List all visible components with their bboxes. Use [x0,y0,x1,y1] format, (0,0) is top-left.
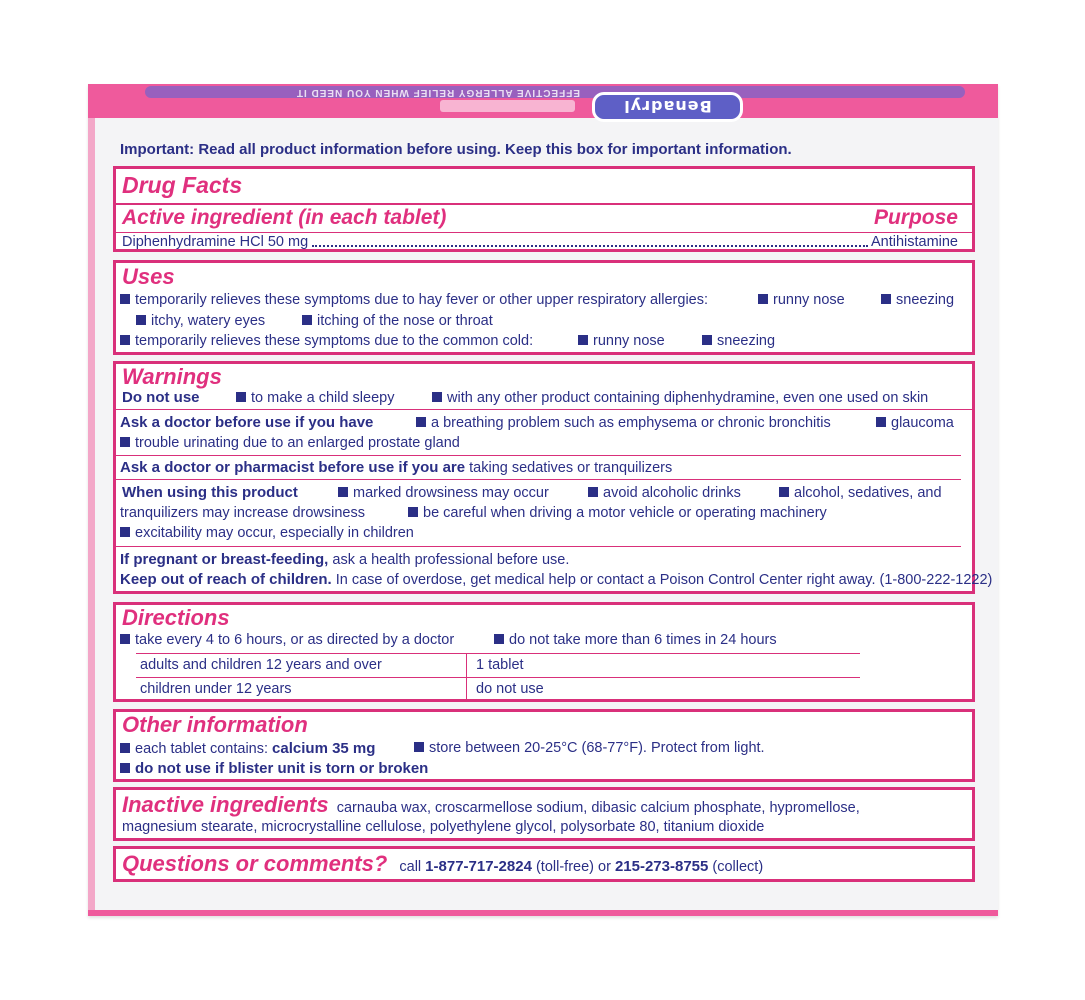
inactive-ingredients-heading: Inactive ingredients [122,792,329,817]
dosage-table-column-rule [466,653,467,701]
divider [116,409,972,410]
do-not-use-label: Do not use [122,389,200,406]
bullet-icon [881,294,891,304]
bullet-icon [408,507,418,517]
uses-bullet-cold-runny-nose: runny nose [578,333,665,349]
when-using-alcohol: avoid alcoholic drinks [588,485,741,501]
bullet-icon [236,392,246,402]
uses-bullet-sneezing: sneezing [881,292,954,308]
bullet-icon [578,335,588,345]
ingredient-name: Diphenhydramine HCl 50 mg [122,234,309,250]
bullet-icon [120,634,130,644]
dosage-table-age-cell: adults and children 12 years and over [140,657,382,673]
other-information-heading: Other information [122,712,308,737]
bullet-icon [588,487,598,497]
dosage-table-row-rule [136,677,860,678]
bullet-icon [302,315,312,325]
other-blister-warning: do not use if blister unit is torn or broken [120,760,428,777]
directions-panel [113,602,975,702]
ask-doctor-glaucoma: glaucoma [876,415,954,431]
inactive-ingredients-line1: Inactive ingredients carnauba wax, croscarmellose sodium, dibasic calcium phosphate, hypromellose, [122,792,860,817]
when-using-tranquilizers: tranquilizers may increase drowsiness [120,505,365,521]
bullet-icon [120,335,130,345]
do-not-use-child: to make a child sleepy [236,390,394,406]
dosage-table-age-cell: children under 12 years [140,681,292,697]
bullet-icon [494,634,504,644]
flap-subtitle-band [440,100,575,112]
drug-facts-title: Drug Facts [122,172,243,198]
uses-bullet-itchy-eyes: itchy, watery eyes [136,313,265,329]
questions-panel [113,846,975,882]
bullet-icon [120,743,130,753]
uses-heading: Uses [122,264,175,289]
flap-tagline: EFFECTIVE ALLERGY RELIEF WHEN YOU NEED IT [295,87,580,98]
bullet-icon [416,417,426,427]
divider [116,232,972,233]
warnings-heading: Warnings [122,364,222,389]
when-using-excitability: excitability may occur, especially in children [120,525,414,541]
keep-out-warning: Keep out of reach of children. In case of overdose, get medical help or contact a Poison Control Center right away. (1-800-222-1222) [120,571,993,588]
bullet-icon [120,763,130,773]
warnings-panel [113,361,993,594]
box-bottom-edge [88,910,998,916]
other-storage: store between 20-25°C (68-77°F). Protect from light. [414,740,765,756]
other-calcium: each tablet contains: calcium 35 mg [120,740,375,757]
bullet-icon [758,294,768,304]
uses-bullet-cold-sneezing: sneezing [702,333,775,349]
when-using-driving: be careful when driving a motor vehicle or operating machinery [408,505,827,521]
pregnant-warning: If pregnant or breast-feeding, ask a health professional before use. [120,551,570,568]
bullet-icon [120,527,130,537]
brand-logo [592,92,743,122]
uses-bullet-common-cold: temporarily relieves these symptoms due to the common cold: [120,333,533,349]
phone-toll-free: 1-877-717-2824 [425,858,532,875]
questions-line: Questions or comments? call 1-877-717-2824 (toll-free) or 215-273-8755 (collect) [122,851,764,876]
dosage-table-top-rule [136,653,860,654]
ask-doctor-breathing: a breathing problem such as emphysema or chronic bronchitis [416,415,831,431]
important-notice: Important: Read all product information before using. Keep this box for important information. [120,141,792,158]
inactive-ingredients-line2: magnesium stearate, microcrystalline cellulose, polyethylene glycol, polysorbate 80, titanium dioxide [122,819,765,835]
other-information-panel [113,709,975,782]
ask-pharmacist-line: Ask a doctor or pharmacist before use if you are taking sedatives or tranquilizers [120,459,673,476]
bullet-icon [702,335,712,345]
phone-collect: 215-273-8755 [614,858,709,875]
directions-bullet-frequency: take every 4 to 6 hours, or as directed by a doctor [120,632,454,648]
bullet-icon [120,294,130,304]
inactive-ingredients-panel [113,787,975,841]
ask-doctor-label: Ask a doctor before use if you have [120,414,374,431]
divider [116,479,961,480]
do-not-use-other-product: with any other product containing diphenhydramine, even one used on skin [432,390,928,406]
purpose-heading: Purpose [873,206,958,229]
dosage-table-bottom-rule [136,701,860,702]
ask-doctor-urinating: trouble urinating due to an enlarged prostate gland [120,435,460,451]
divider [116,455,961,456]
bullet-icon [136,315,146,325]
when-using-label: When using this product [122,484,298,501]
brand-logo-text: Benadryl [623,97,712,117]
divider [116,546,961,547]
bullet-icon [414,742,424,752]
uses-bullet-runny-nose: runny nose [758,292,845,308]
bullet-icon [779,487,789,497]
questions-heading: Questions or comments? [122,851,388,876]
bullet-icon [120,437,130,447]
divider [116,203,972,205]
box-side-edge [88,118,95,916]
leader-dots [312,243,868,247]
bullet-icon [876,417,886,427]
bullet-icon [432,392,442,402]
uses-panel [113,260,975,355]
active-ingredient-heading: Active ingredient (in each tablet) [122,206,447,229]
dosage-table-dose-cell: do not use [476,681,544,697]
uses-bullet-itching-nose: itching of the nose or throat [302,313,493,329]
bullet-icon [338,487,348,497]
ingredient-purpose: Antihistamine [870,234,958,250]
when-using-drowsiness: marked drowsiness may occur [338,485,549,501]
drug-facts-panel [113,166,975,252]
when-using-sedatives: alcohol, sedatives, and [779,485,942,501]
directions-heading: Directions [122,605,230,630]
uses-bullet-hay-fever: temporarily relieves these symptoms due to hay fever or other upper respiratory allergies: [120,292,708,308]
dosage-table-dose-cell: 1 tablet [476,657,524,673]
directions-bullet-max: do not take more than 6 times in 24 hours [494,632,777,648]
